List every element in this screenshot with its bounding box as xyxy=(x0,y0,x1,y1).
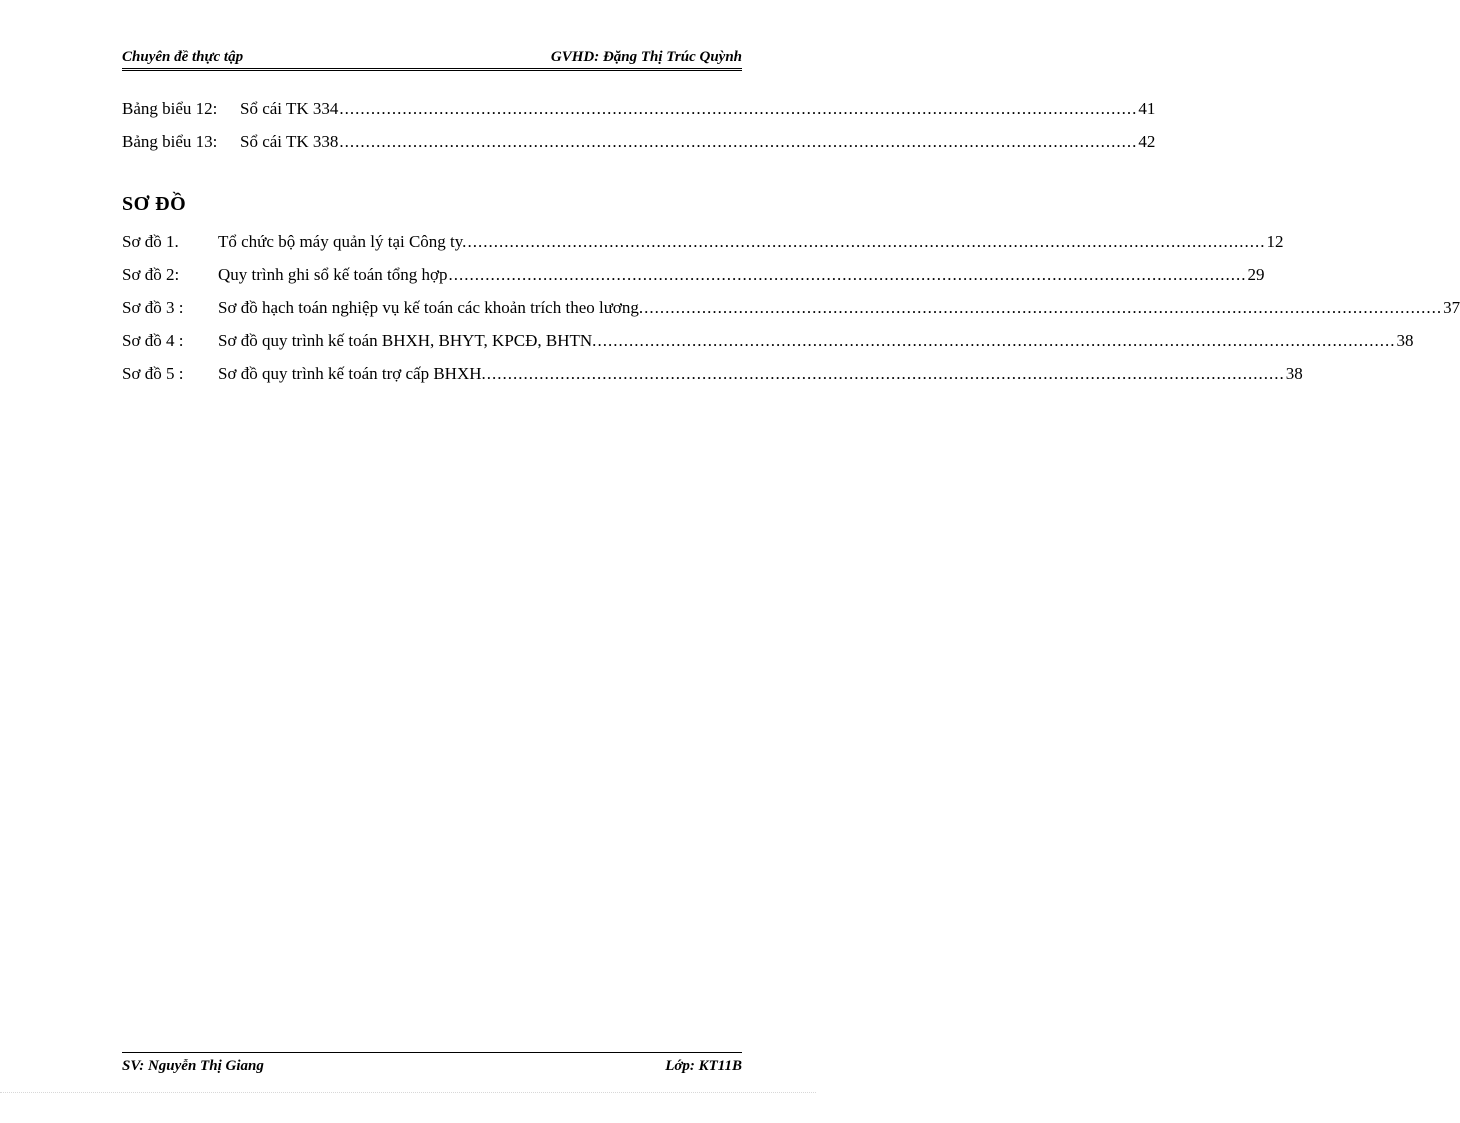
toc-leader-dots: ........................................................................................................................................................ xyxy=(597,331,1396,350)
page-header xyxy=(122,49,742,71)
toc-entry[interactable] xyxy=(122,92,1156,125)
footer-student: SV: Nguyễn Thị Giang xyxy=(122,1058,264,1074)
footer-class: Lớp: KT11B xyxy=(665,1058,742,1074)
page-bottom-divider xyxy=(0,1092,816,1093)
toc-entry-title: Sơ đồ quy trình kế toán trợ cấp BHXH. xyxy=(218,364,486,383)
toc-entry-title: Sổ cái TK 334 xyxy=(240,99,339,118)
toc-entry-title: Tổ chức bộ máy quản lý tại Công ty. xyxy=(218,232,467,251)
toc-entry-page: 42 xyxy=(1138,132,1156,151)
toc-entry-label: Sơ đồ 4 : xyxy=(122,331,184,350)
diagram-list xyxy=(122,225,1460,390)
toc-entry-title: Sơ đồ hạch toán nghiệp vụ kế toán các khoản trích theo lương. xyxy=(218,298,644,317)
toc-entry-page: 41 xyxy=(1138,99,1156,118)
toc-leader-dots: ........................................................................................................................................................ xyxy=(448,265,1247,284)
toc-leader-dots: ........................................................................................................................................................ xyxy=(467,232,1266,251)
toc-entry-page: 38 xyxy=(1396,331,1414,350)
section-title: SƠ ĐỒ xyxy=(122,193,187,215)
toc-entry-label: Sơ đồ 1. xyxy=(122,232,179,251)
toc-entry[interactable] xyxy=(122,125,1156,158)
toc-leader-dots: ........................................................................................................................................................ xyxy=(486,364,1285,383)
toc-entry-page: 37 xyxy=(1443,298,1460,317)
toc-entry[interactable] xyxy=(122,324,1414,357)
toc-entry-title: Sổ cái TK 338 xyxy=(240,132,339,151)
toc-entry-label: Bảng biểu 12: xyxy=(122,99,218,118)
toc-entry[interactable] xyxy=(122,357,1303,390)
toc-leader-dots: ........................................................................................................................................................ xyxy=(339,99,1138,118)
toc-entry[interactable] xyxy=(122,258,1265,291)
toc-entry-label: Sơ đồ 5 : xyxy=(122,364,184,383)
table-list xyxy=(122,92,1156,158)
toc-entry-label: Sơ đồ 3 : xyxy=(122,298,184,317)
toc-entry-label: Sơ đồ 2: xyxy=(122,265,180,284)
header-topic: Chuyên đề thực tập xyxy=(122,49,244,65)
toc-entry-title: Quy trình ghi sổ kế toán tổng hợp xyxy=(218,265,448,284)
header-advisor: GVHD: Đặng Thị Trúc Quỳnh xyxy=(550,49,742,65)
toc-entry-page: 38 xyxy=(1285,364,1303,383)
toc-entry-label: Bảng biểu 13: xyxy=(122,132,218,151)
toc-entry-page: 29 xyxy=(1247,265,1265,284)
toc-entry-page: 12 xyxy=(1266,232,1284,251)
page-footer xyxy=(122,1052,742,1075)
toc-entry[interactable] xyxy=(122,291,1460,324)
toc-entry[interactable] xyxy=(122,225,1284,258)
toc-entry-title: Sơ đồ quy trình kế toán BHXH, BHYT, KPCĐ, BHTN. xyxy=(218,331,597,350)
toc-leader-dots: ........................................................................................................................................................ xyxy=(644,298,1443,317)
toc-leader-dots: ........................................................................................................................................................ xyxy=(339,132,1138,151)
